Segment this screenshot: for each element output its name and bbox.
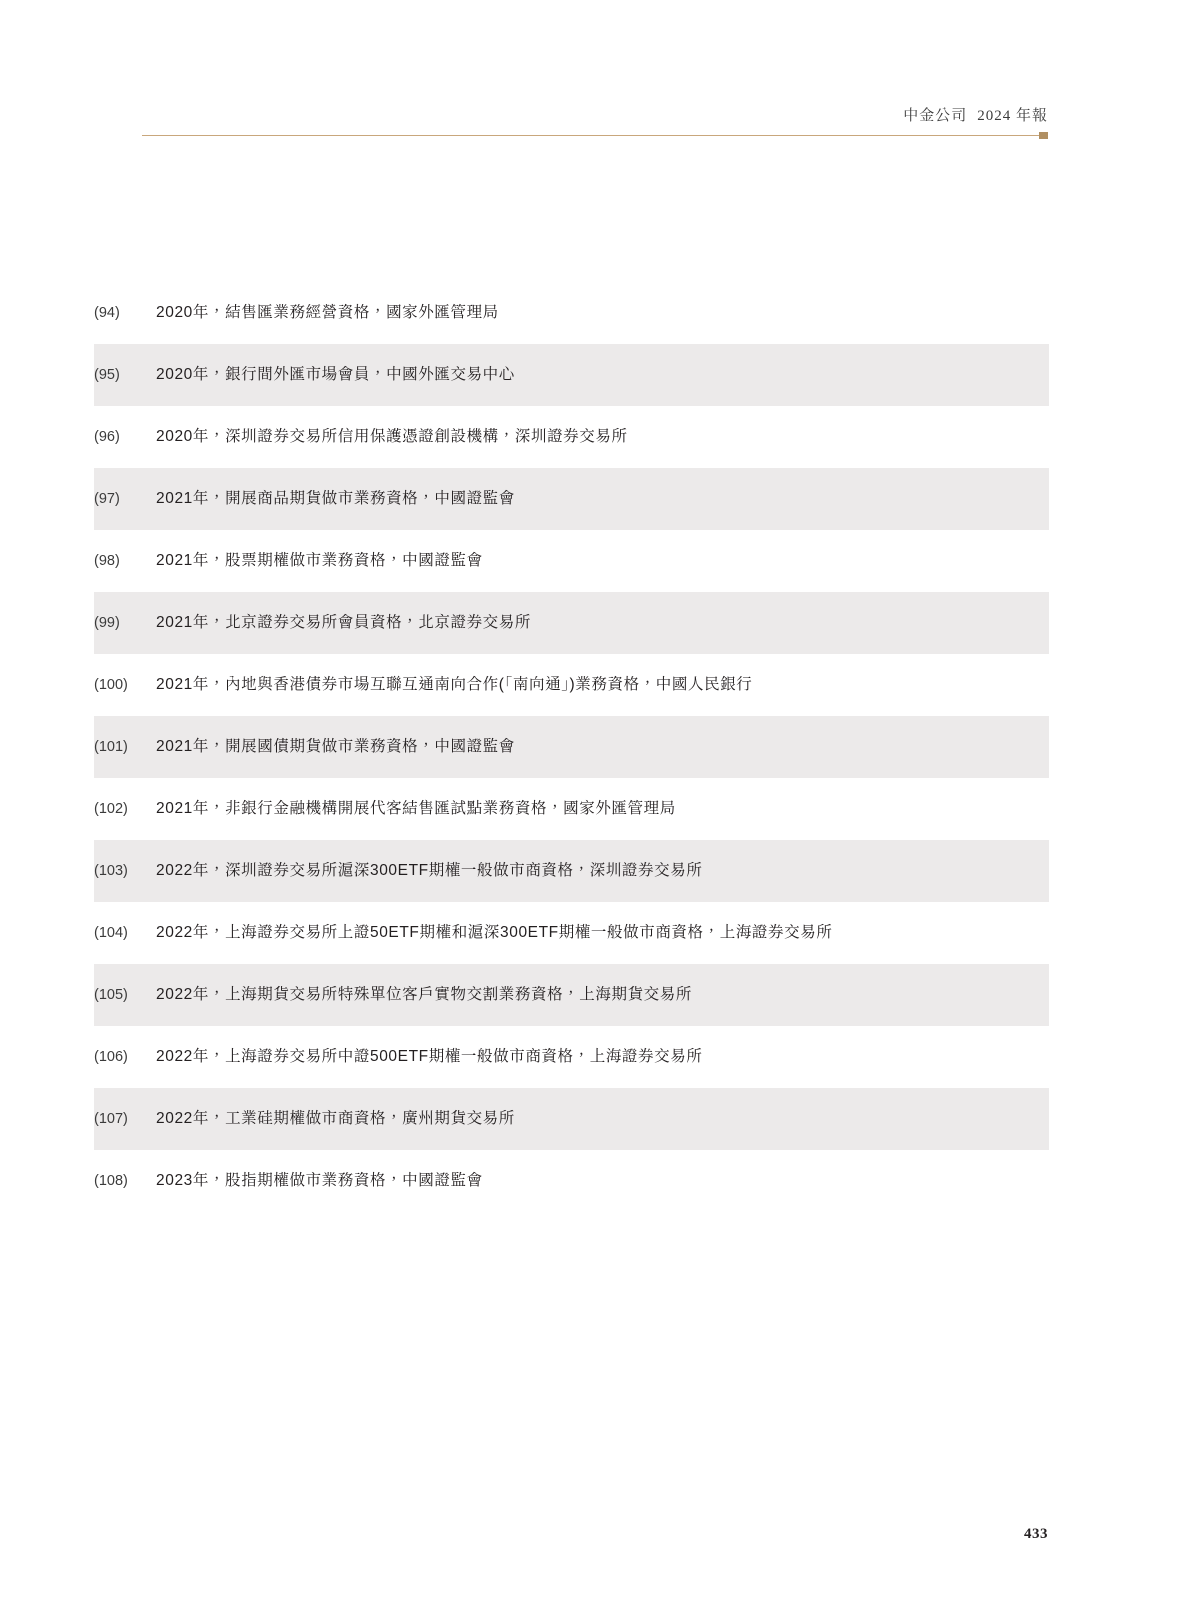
qualification-list	[94, 282, 1049, 1212]
page-number: 433	[1024, 1526, 1048, 1542]
list-item-number: (94)	[94, 305, 120, 321]
list-item-text: 2022年，上海證券交易所上證50ETF期權和滬深300ETF期權一般做市商資格，上海證券交易所	[156, 924, 833, 942]
list-item	[94, 344, 1049, 406]
page-header	[0, 104, 1190, 148]
list-item	[94, 406, 1049, 468]
list-item-number: (107)	[94, 1111, 128, 1127]
list-item-text: 2020年，深圳證券交易所信用保護憑證創設機構，深圳證券交易所	[156, 428, 628, 446]
list-item-number: (100)	[94, 677, 128, 693]
list-item-text: 2022年，上海證券交易所中證500ETF期權一般做市商資格，上海證券交易所	[156, 1048, 703, 1066]
list-item-number: (105)	[94, 987, 128, 1003]
header-accent-mark	[1039, 132, 1048, 139]
list-item	[94, 840, 1049, 902]
list-item-text: 2021年，開展商品期貨做市業務資格，中國證監會	[156, 490, 515, 508]
header-company: 中金公司	[903, 107, 968, 124]
header-divider	[142, 135, 1048, 136]
list-item-number: (99)	[94, 615, 120, 631]
list-item	[94, 530, 1049, 592]
list-item-text: 2021年，北京證券交易所會員資格，北京證券交易所	[156, 614, 531, 632]
list-item-text: 2022年，深圳證券交易所滬深300ETF期權一般做市商資格，深圳證券交易所	[156, 862, 703, 880]
list-item	[94, 282, 1049, 344]
list-item	[94, 592, 1049, 654]
list-item-text: 2020年，結售匯業務經營資格，國家外匯管理局	[156, 304, 499, 322]
list-item-number: (106)	[94, 1049, 128, 1065]
header-title	[903, 104, 1048, 125]
list-item-text: 2020年，銀行間外匯市場會員，中國外匯交易中心	[156, 366, 515, 384]
list-item-number: (103)	[94, 863, 128, 879]
list-item-number: (96)	[94, 429, 120, 445]
list-item	[94, 1026, 1049, 1088]
list-item	[94, 1088, 1049, 1150]
list-item-text: 2022年，上海期貨交易所特殊單位客戶實物交割業務資格，上海期貨交易所	[156, 986, 692, 1004]
list-item-text: 2021年，內地與香港債券市場互聯互通南向合作(「南向通」)業務資格，中國人民銀行	[156, 676, 753, 694]
list-item-number: (102)	[94, 801, 128, 817]
list-item-number: (95)	[94, 367, 120, 383]
list-item-text: 2022年，工業硅期權做市商資格，廣州期貨交易所	[156, 1110, 515, 1128]
list-item-number: (98)	[94, 553, 120, 569]
list-item-text: 2023年，股指期權做市業務資格，中國證監會	[156, 1172, 483, 1190]
list-item-number: (104)	[94, 925, 128, 941]
list-item-text: 2021年，開展國債期貨做市業務資格，中國證監會	[156, 738, 515, 756]
header-report: 2024 年報	[977, 108, 1048, 124]
list-item-number: (101)	[94, 739, 128, 755]
list-item	[94, 964, 1049, 1026]
list-item	[94, 468, 1049, 530]
list-item-text: 2021年，股票期權做市業務資格，中國證監會	[156, 552, 483, 570]
list-item-number: (108)	[94, 1173, 128, 1189]
list-item	[94, 778, 1049, 840]
list-item	[94, 654, 1049, 716]
list-item	[94, 902, 1049, 964]
list-item-number: (97)	[94, 491, 120, 507]
list-item-text: 2021年，非銀行金融機構開展代客結售匯試點業務資格，國家外匯管理局	[156, 800, 676, 818]
list-item	[94, 1150, 1049, 1212]
list-item	[94, 716, 1049, 778]
